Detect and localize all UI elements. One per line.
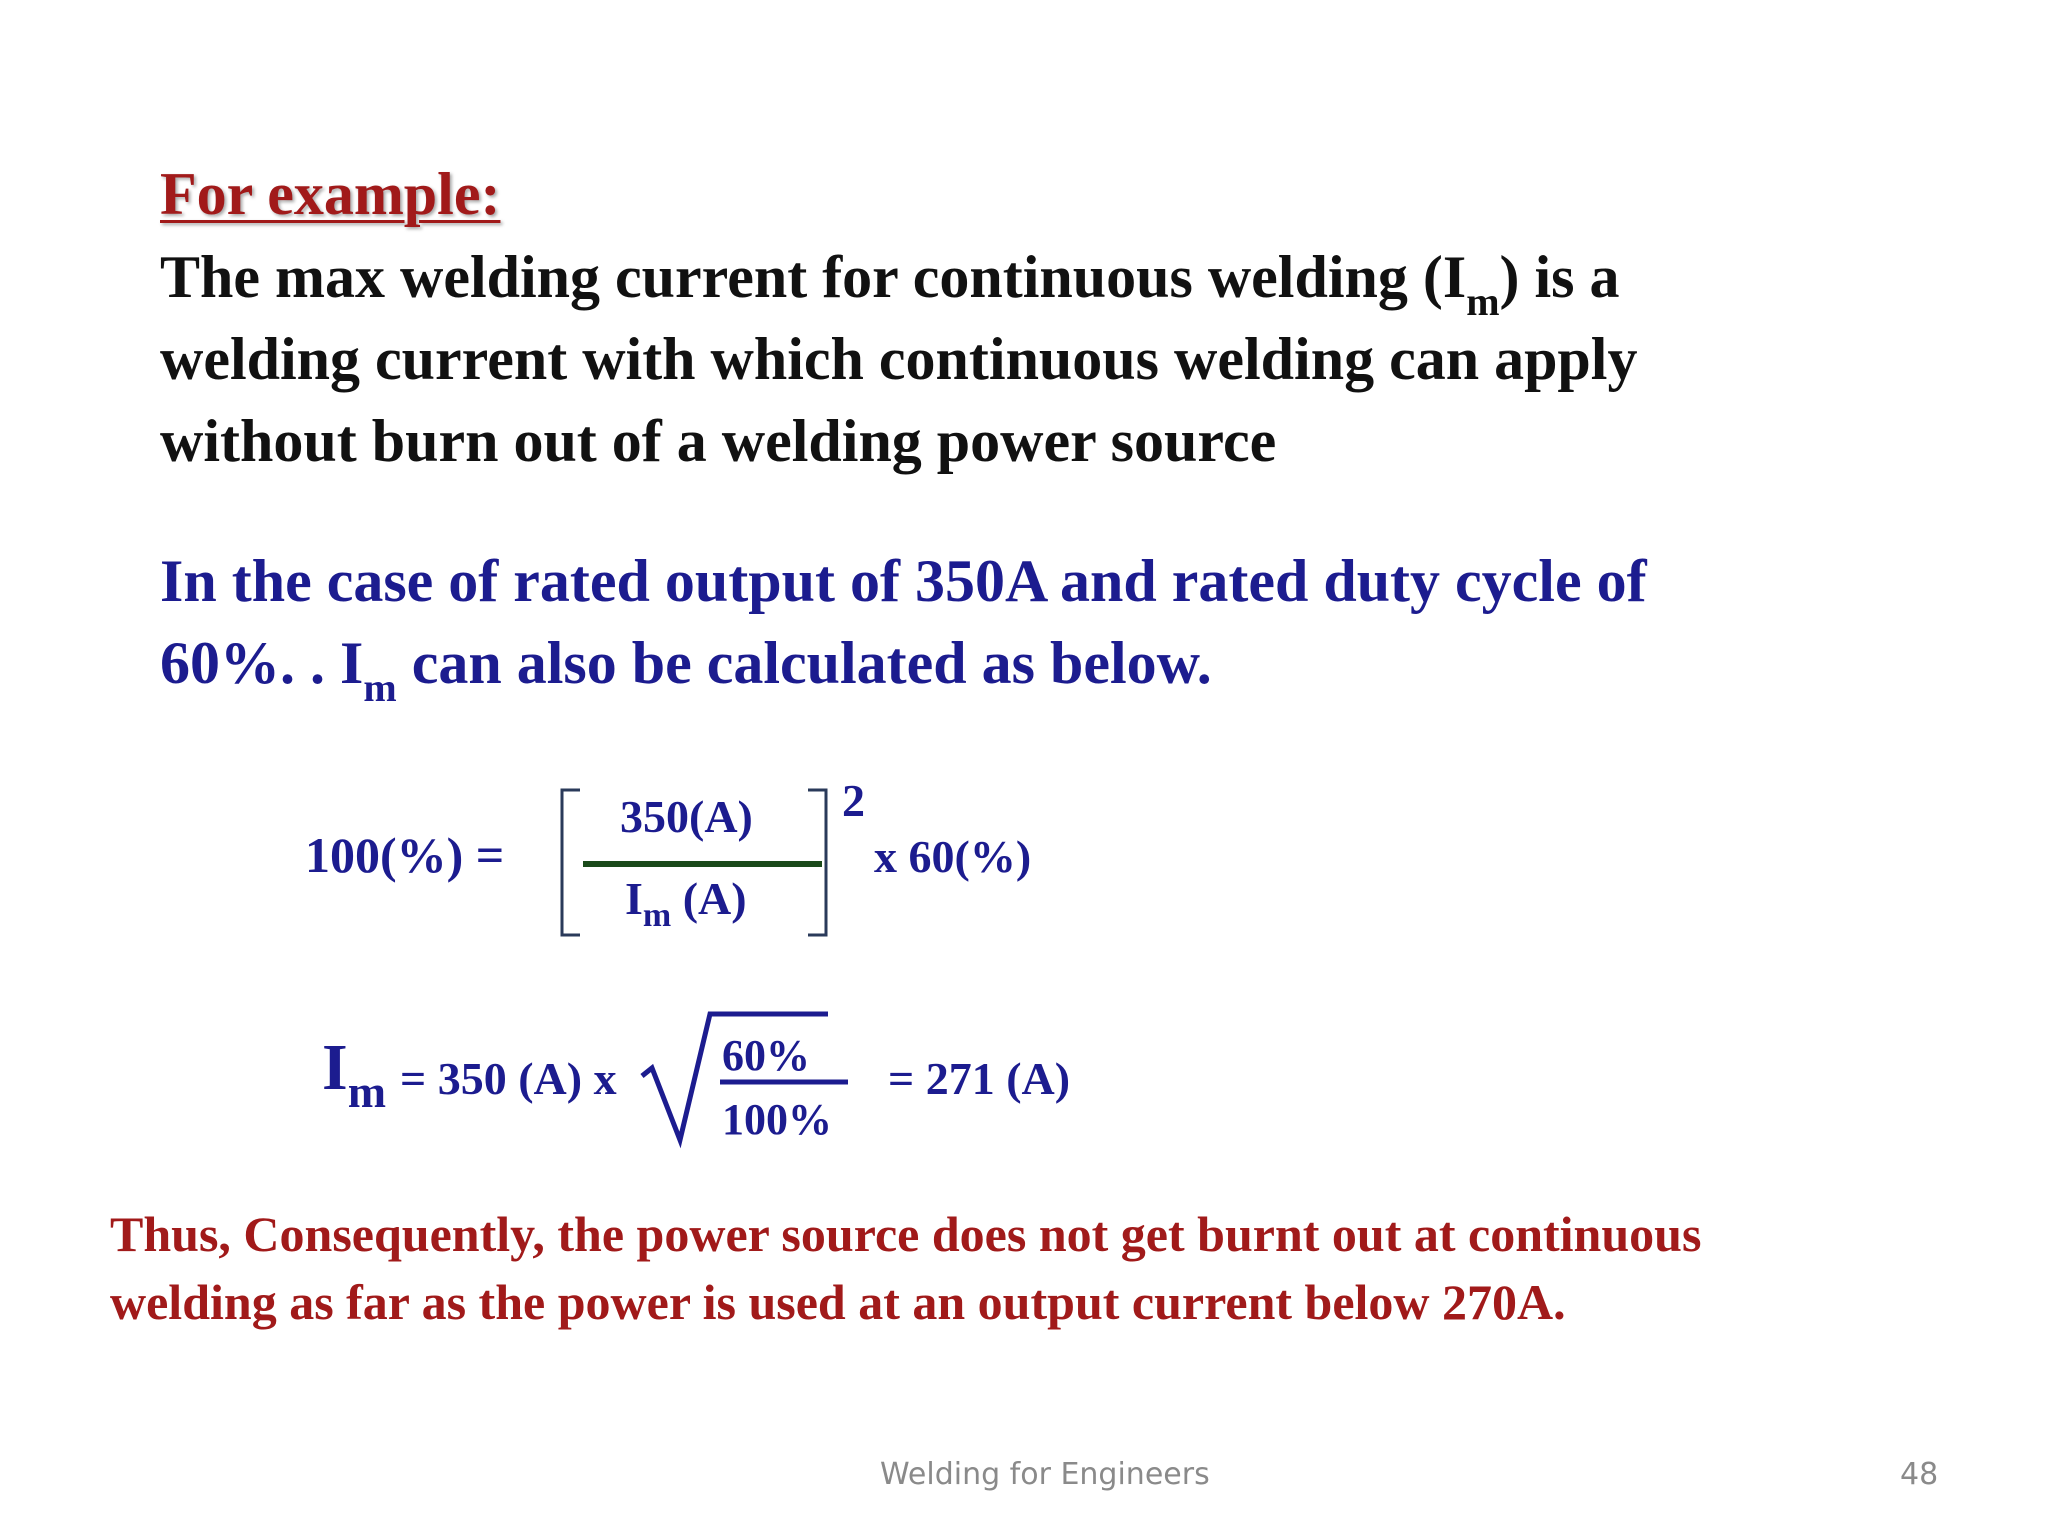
equation-1-numerator: 350(A) (620, 791, 753, 842)
equation-2-numerator: 60% (722, 1031, 810, 1080)
footer-title: Welding for Engineers (880, 1457, 1210, 1492)
conclusion-line-1: Thus, Consequently, the power source does not get burnt out at continuous (110, 1206, 1702, 1262)
equation-2-lhs (322, 1030, 387, 1117)
case-line-2-post: can also be calculated as below. (396, 630, 1212, 696)
equation-2-result: = 271 (A) (888, 1053, 1071, 1104)
definition-line-1-pre: The max welding current for continuous welding (I (160, 244, 1467, 310)
left-bracket-icon (562, 790, 580, 935)
definition-line-1-post: ) is a (1499, 244, 1620, 310)
equation-2-lhs-sub: m (347, 1066, 387, 1117)
equation-2-lhs-main: I (322, 1031, 348, 1104)
definition-line-3: without burn out of a welding power source (160, 408, 1277, 474)
equation-1-denominator (625, 872, 747, 934)
case-subscript: m (363, 665, 397, 710)
slide-heading: For example: (160, 161, 501, 227)
definition-line-1 (160, 236, 1620, 324)
equation-1-denominator-post: (A) (671, 873, 747, 924)
equation-2-expression: = 350 (A) x (400, 1053, 617, 1104)
definition-line-2: welding current with which continuous welding can apply (160, 326, 1638, 392)
definition-subscript: m (1466, 279, 1500, 324)
equation-2-denominator: 100% (722, 1095, 832, 1144)
equation-1-lhs: 100(%) = (305, 827, 505, 883)
case-line-1: In the case of rated output of 350A and rated duty cycle of (160, 548, 1647, 614)
equation-1-denominator-main: I (625, 873, 643, 924)
conclusion-line-2: welding as far as the power is used at an output current below 270A. (110, 1274, 1566, 1330)
equation-1-exponent: 2 (842, 775, 865, 826)
equation-1-denominator-sub: m (642, 897, 672, 934)
case-line-2 (160, 622, 1212, 710)
page-number: 48 (1900, 1457, 1939, 1492)
case-line-2-pre: 60%. . I (160, 630, 364, 696)
equation-1-rhs: x 60(%) (874, 831, 1032, 882)
